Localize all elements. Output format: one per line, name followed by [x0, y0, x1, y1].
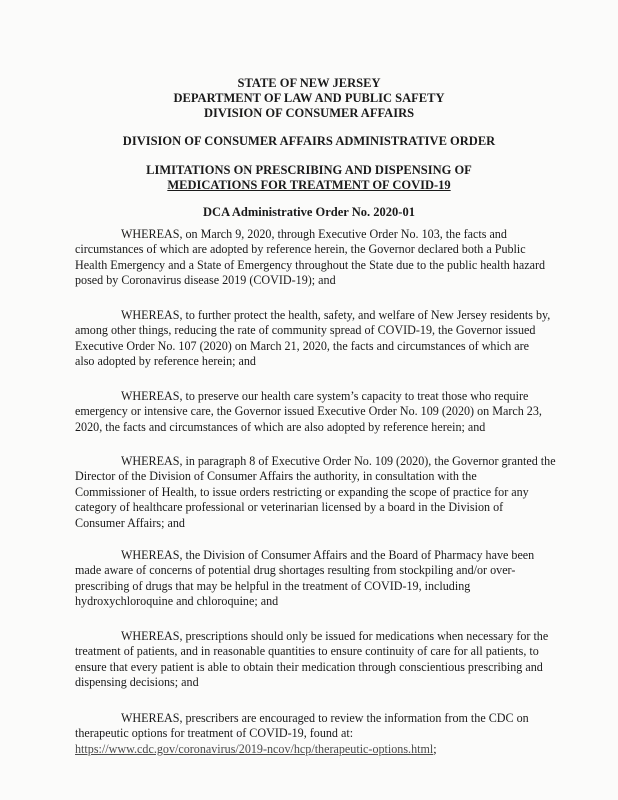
- whereas-paragraph-7: [75, 711, 555, 757]
- whereas-paragraph-6: [75, 629, 555, 691]
- order-number: DCA Administrative Order No. 2020-01: [203, 205, 415, 219]
- paragraph-line: hydroxychloroquine and chloroquine; and: [75, 594, 279, 609]
- paragraph-line: among other things, reducing the rate of community spread of COVID-19, the Governor issued: [75, 323, 536, 338]
- paragraph-line: WHEREAS, on March 9, 2020, through Executive Order No. 103, the facts and: [121, 227, 507, 241]
- document-header: [0, 76, 618, 121]
- paragraph-line: prescribing of drugs that may be helpful in the treatment of COVID-19, including: [75, 578, 471, 593]
- order-title: DIVISION OF CONSUMER AFFAIRS ADMINISTRATIVE ORDER: [122, 134, 496, 148]
- paragraph-line: WHEREAS, prescriptions should only be issued for medications when necessary for the: [121, 629, 549, 643]
- whereas-paragraph-1: [75, 227, 555, 289]
- paragraph-line: therapeutic options for treatment of COVID-19, found at:: [75, 726, 354, 741]
- paragraph-line: ensure that every patient is able to obtain their medication through conscientious prescribing and: [75, 659, 543, 674]
- whereas-paragraph-3: [75, 389, 555, 435]
- cdc-therapeutic-options-link[interactable]: https://www.cdc.gov/coronavirus/2019-ncov/hcp/therapeutic-options.html: [75, 741, 434, 756]
- subtitle-line-1: LIMITATIONS ON PRESCRIBING AND DISPENSING OF: [146, 163, 472, 177]
- whereas-paragraph-4: [75, 454, 555, 531]
- paragraph-line: WHEREAS, to further protect the health, safety, and welfare of New Jersey residents by,: [121, 308, 551, 322]
- paragraph-line: posed by Coronavirus disease 2019 (COVID-19); and: [75, 273, 336, 288]
- paragraph-line: Consumer Affairs; and: [75, 515, 185, 530]
- paragraph-line: Commissioner of Health, to issue orders restricting or expanding the scope of practice for any: [75, 484, 529, 499]
- paragraph-line: also adopted by reference herein; and: [75, 354, 256, 369]
- division-heading: DIVISION OF CONSUMER AFFAIRS: [203, 106, 415, 120]
- paragraph-line: circumstances of which are adopted by reference herein, the Governor declared both a Public: [75, 242, 526, 257]
- state-heading: STATE OF NEW JERSEY: [237, 76, 381, 90]
- order-subtitle: [0, 163, 618, 193]
- department-heading: DEPARTMENT OF LAW AND PUBLIC SAFETY: [173, 91, 445, 105]
- whereas-paragraph-5: [75, 548, 555, 610]
- paragraph-line: 2020, the facts and circumstances of which are also adopted by reference herein; and: [75, 419, 486, 434]
- paragraph-line: Executive Order No. 107 (2020) on March 21, 2020, the facts and circumstances of which are: [75, 338, 530, 353]
- paragraph-line: made aware of concerns of potential drug shortages resulting from stockpiling and/or over-: [75, 563, 516, 578]
- paragraph-line: Health Emergency and a State of Emergency throughout the State due to the public health hazard: [75, 257, 546, 272]
- link-line: [75, 742, 555, 757]
- whereas-paragraph-2: [75, 308, 555, 370]
- paragraph-line: WHEREAS, the Division of Consumer Affairs and the Board of Pharmacy have been: [121, 548, 535, 562]
- paragraph-line: dispensing decisions; and: [75, 675, 199, 690]
- paragraph-line: emergency or intensive care, the Governor issued Executive Order No. 109 (2020) on March 23,: [75, 404, 542, 419]
- subtitle-line-2: MEDICATIONS FOR TREATMENT OF COVID-19: [167, 178, 451, 192]
- paragraph-line: treatment of patients, and in reasonable quantities to ensure continuity of care for all patients, to: [75, 644, 539, 659]
- paragraph-line: WHEREAS, to preserve our health care system’s capacity to treat those who require: [121, 389, 529, 403]
- paragraph-line: Director of the Division of Consumer Affairs the authority, in consultation with the: [75, 469, 477, 484]
- paragraph-line: WHEREAS, in paragraph 8 of Executive Order No. 109 (2020), the Governor granted the: [121, 454, 556, 468]
- paragraph-line: category of healthcare professional or veterinarian licensed by a board in the Division of: [75, 500, 504, 515]
- link-suffix: ;: [433, 741, 437, 756]
- paragraph-line: WHEREAS, prescribers are encouraged to review the information from the CDC on: [121, 711, 529, 725]
